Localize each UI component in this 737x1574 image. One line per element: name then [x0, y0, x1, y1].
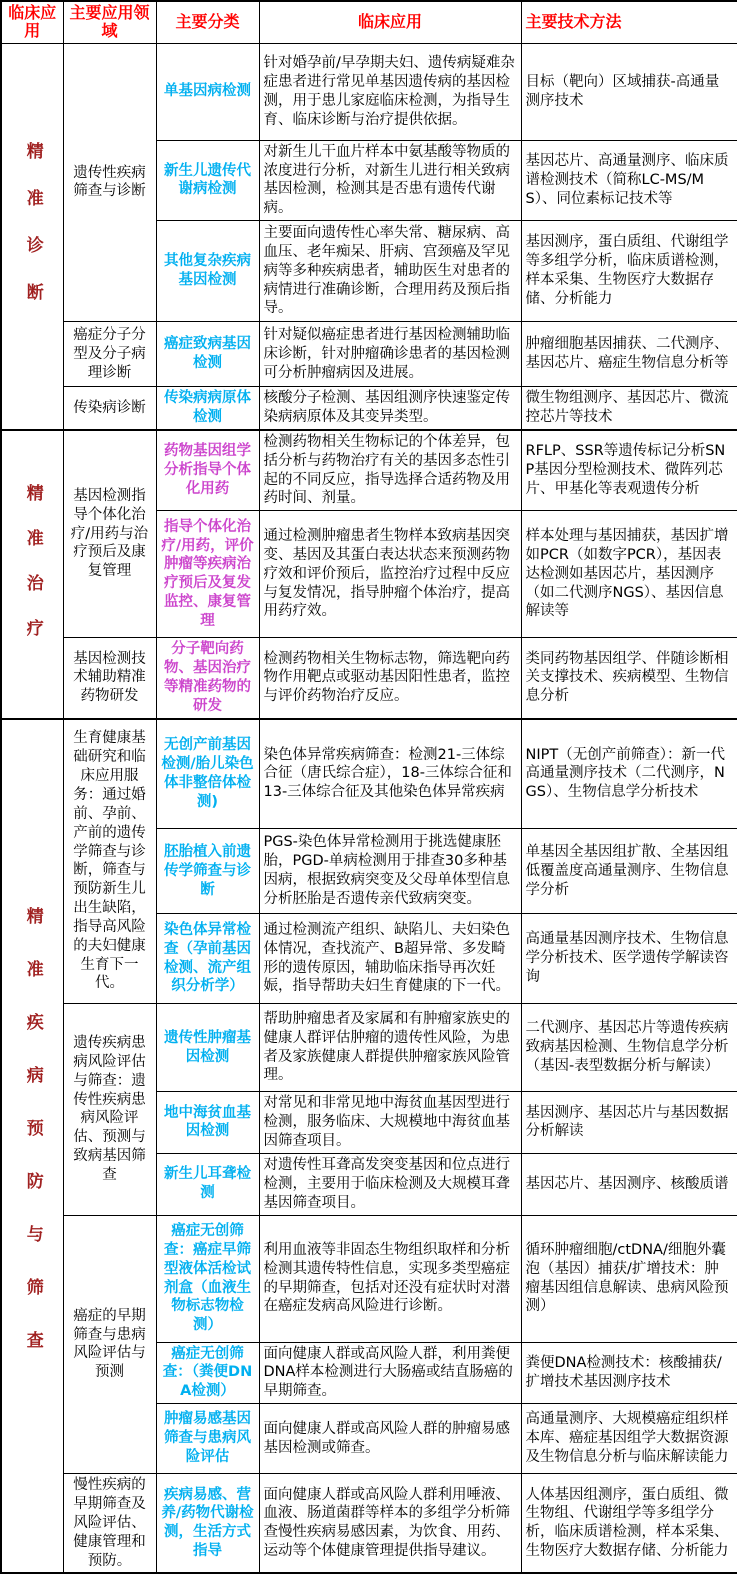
classification-cell: 肿瘤易感基因筛查与患病风险评估: [156, 1404, 259, 1474]
classification-cell: 胚胎植入前遗传学筛查与诊断: [156, 829, 259, 914]
technical-methods-cell: 基因芯片、高通量测序、临床质谱检测技术（简称LC-MS/MS）、同位素标记技术等: [521, 140, 737, 220]
technical-methods-cell: 类同药物基因组学、伴随诊断相关支撑技术、疾病模型、生物信息分析: [521, 638, 737, 719]
clinical-application-cell: 对新生儿干血片样本中氨基酸等物质的浓度进行分析，对新生儿进行相关致病基因检测，检测其是否患有遗传代谢病。: [259, 140, 521, 220]
classification-cell: 新生儿耳聋检测: [156, 1153, 259, 1215]
clinical-application-cell: 染色体异常疾病筛查：检测21-三体综合征（唐氏综合症），18-三体综合征和13-三体综合征及其他染色体异常疾病: [259, 719, 521, 829]
application-field-cell: 生育健康基础研究和临床应用服务：通过婚前、孕前、产前的遗传学筛查与诊断，筛查与预防新生儿出生缺陷，指导高风险的夫妇健康生育下一代。: [63, 719, 156, 1004]
header-clinical-application-group: 临床应用: [1, 1, 63, 43]
clinical-application-cell: PGS-染色体异常检测用于挑选健康胚胎，PGD-单病检测用于排查30多种基因病，根据致病突变及父母单体型信息分析胚胎是否遗传亲代致病突变。: [259, 829, 521, 914]
clinical-application-cell: 针对疑似癌症患者进行基因检测辅助临床诊断，针对肿瘤确诊患者的基因检测可分析肿瘤病因及进展。: [259, 322, 521, 387]
classification-cell: 药物基因组学分析指导个体化用药: [156, 430, 259, 511]
classification-cell: 地中海贫血基因检测: [156, 1092, 259, 1154]
classification-cell: 其他复杂疾病基因检测: [156, 221, 259, 322]
classification-cell: 遗传性肿瘤基因检测: [156, 1004, 259, 1092]
clinical-group-cell: [1, 430, 63, 719]
technical-methods-cell: 高通量基因测序技术、生物信息学分析技术、医学遗传学解读咨询: [521, 914, 737, 1004]
table-row: [1, 430, 737, 511]
application-field-cell: 慢性疾病的早期筛查及风险评估、健康管理和预防。: [63, 1474, 156, 1574]
clinical-application-cell: 面向健康人群或高风险人群利用唾液、血液、肠道菌群等样本的多组学分析筛查慢性疾病易感因素，为饮食、用药、运动等个体健康管理提供指导建议。: [259, 1474, 521, 1574]
table-row: [1, 719, 737, 829]
clinical-application-cell: 针对婚孕前/早孕期夫妇、遗传病疑难杂症患者进行常见单基因遗传病的基因检测，用于患儿家庭临床检测，为指导生育、临床诊断与治疗提供依据。: [259, 43, 521, 140]
technical-methods-cell: 基因测序、基因芯片与基因数据分析解读: [521, 1092, 737, 1154]
table-row: [1, 43, 737, 140]
clinical-group-cell: [1, 719, 63, 1574]
header-clinical-application: 临床应用: [259, 1, 521, 43]
clinical-group-label: 精准诊断: [22, 142, 43, 331]
technical-methods-cell: NIPT（无创产前筛查）：新一代高通量测序技术（二代测序，NGS）、生物信息学分析技术: [521, 719, 737, 829]
technical-methods-cell: 单基因全基因组扩散、全基因组低覆盖度高通量测序、生物信息学分析: [521, 829, 737, 914]
table-row: [1, 638, 737, 719]
classification-cell: 癌症无创筛查：癌症早筛型液体活检试剂盒（血液生物标志物检测）: [156, 1215, 259, 1342]
technical-methods-cell: 样本处理与基因捕获，基因扩增如PCR（如数字PCR），基因表达检测如基因芯片，基因测序（如二代测序NGS）、基因信息解读等: [521, 511, 737, 638]
clinical-application-cell: 核酸分子检测、基因组测序快速鉴定传染病病原体及其变异类型。: [259, 387, 521, 430]
classification-cell: 分子靶向药物、基因治疗等精准药物的研发: [156, 638, 259, 719]
application-field-cell: 癌症的早期筛查与患病风险评估与预测: [63, 1215, 156, 1474]
header-row: [1, 1, 737, 43]
clinical-application-cell: 检测药物相关生物标记的个体差异，包括分析与药物治疗有关的基因多态性引起的不同反应，指导选择合适药物及用药时间、剂量。: [259, 430, 521, 511]
classification-cell: 染色体异常检查（孕前基因检测、流产组织分析学）: [156, 914, 259, 1004]
table-row: [1, 322, 737, 387]
application-field-cell: 遗传疾病患病风险评估与筛查：遗传性疾病患病风险评估、预测与致病基因筛查: [63, 1004, 156, 1216]
header-technical-methods: 主要技术方法: [521, 1, 737, 43]
application-field-cell: 基因检测技术辅助精准药物研发: [63, 638, 156, 719]
clinical-group-label: 精准治疗: [22, 484, 43, 665]
classification-cell: 疾病易感、营养/药物代谢检测，生活方式指导: [156, 1474, 259, 1574]
classification-cell: 指导个体化治疗/用药，评价肿瘤等疾病治疗预后及复发监控、康复管理: [156, 511, 259, 638]
classification-cell: 癌症无创筛查：（粪便DNA检测）: [156, 1342, 259, 1404]
technical-methods-cell: 人体基因组测序，蛋白质组、微生物组、代谢组学等多组学分析，临床质谱检测，样本采集、生物医疗大数据存储、分析能力: [521, 1474, 737, 1574]
clinical-application-cell: 面向健康人群或高风险人群，利用粪便DNA样本检测进行大肠癌或结直肠癌的早期筛查。: [259, 1342, 521, 1404]
classification-cell: 癌症致病基因检测: [156, 322, 259, 387]
clinical-group-cell: [1, 43, 63, 430]
clinical-application-cell: 主要面向遗传性心率失常、糖尿病、高血压、老年痴呆、肝病、宫颈癌及罕见病等多种疾病患者，辅助医生对患者的病情进行准确诊断，合理用药及预后指导。: [259, 221, 521, 322]
clinical-application-cell: 利用血液等非固态生物组织取样和分析检测其遗传特性信息，实现多类型癌症的早期筛查，包括对还没有症状时对潜在癌症发病高风险进行诊断。: [259, 1215, 521, 1342]
classification-cell: 单基因病检测: [156, 43, 259, 140]
clinical-application-cell: 面向健康人群或高风险人群的肿瘤易感基因检测或筛查。: [259, 1404, 521, 1474]
technical-methods-cell: 基因测序，蛋白质组、代谢组学等多组学分析，临床质谱检测，样本采集、生物医疗大数据存储、分析能力: [521, 221, 737, 322]
clinical-group-label: 精准疾病预防与筛查: [22, 907, 43, 1385]
clinical-application-cell: 对遗传性耳聋高发突变基因和位点进行检测，主要用于临床检测及大规模耳聋基因筛查项目。: [259, 1153, 521, 1215]
application-field-cell: 基因检测指导个体化治疗/用药与治疗预后及康复管理: [63, 430, 156, 638]
technical-methods-cell: 微生物组测序、基因芯片、微流控芯片等技术: [521, 387, 737, 430]
technical-methods-cell: 目标（靶向）区域捕获-高通量测序技术: [521, 43, 737, 140]
table-row: [1, 387, 737, 430]
clinical-application-cell: 检测药物相关生物标志物，筛选靶向药物作用靶点或驱动基因阳性患者，监控与评价药物治疗反应。: [259, 638, 521, 719]
classification-cell: 无创产前基因检测/胎儿染色体非整倍体检测): [156, 719, 259, 829]
classification-cell: 新生儿遗传代谢病检测: [156, 140, 259, 220]
header-classification: 主要分类: [156, 1, 259, 43]
application-field-cell: 癌症分子分型及分子病理诊断: [63, 322, 156, 387]
table-row: [1, 1215, 737, 1342]
application-field-cell: 传染病诊断: [63, 387, 156, 430]
clinical-application-cell: 通过检测流产组织、缺陷儿、夫妇染色体情况，查找流产、B超异常、多发畸形的遗传原因，辅助临床指导再次妊娠，指导帮助夫妇生育健康的下一代。: [259, 914, 521, 1004]
technical-methods-cell: 二代测序、基因芯片等遗传疾病致病基因检测、生物信息学分析（基因-表型数据分析与解读）: [521, 1004, 737, 1092]
classification-cell: 传染病病原体检测: [156, 387, 259, 430]
header-application-field: 主要应用领域: [63, 1, 156, 43]
clinical-application-cell: 对常见和非常见地中海贫血基因型进行检测，服务临床、大规模地中海贫血基因筛查项目。: [259, 1092, 521, 1154]
technical-methods-cell: 循环肿瘤细胞/ctDNA/细胞外囊泡（基因）捕获/扩增技术：肿瘤基因组信息解读、患病风险预测）: [521, 1215, 737, 1342]
table-row: [1, 1474, 737, 1574]
technical-methods-cell: 粪便DNA检测技术：核酸捕获/扩增技术基因测序技术: [521, 1342, 737, 1404]
clinical-application-cell: 帮助肿瘤患者及家属和有肿瘤家族史的健康人群评估肿瘤的遗传性风险，为患者及家族健康人群提供肿瘤家族风险管理。: [259, 1004, 521, 1092]
table-row: [1, 1004, 737, 1092]
technical-methods-cell: 高通量测序、大规模癌症组织样本库、癌症基因组学大数据资源及生物信息分析与临床解读能力: [521, 1404, 737, 1474]
clinical-application-cell: 通过检测肿瘤患者生物样本致病基因突变、基因及其蛋白表达状态来预测药物疗效和评价预后，监控治疗过程中反应与复发情况，指导肿瘤个体治疗，提高用药疗效。: [259, 511, 521, 638]
application-field-cell: 遗传性疾病筛查与诊断: [63, 43, 156, 321]
technical-methods-cell: 肿瘤细胞基因捕获、二代测序、基因芯片、癌症生物信息分析等: [521, 322, 737, 387]
technical-methods-cell: RFLP、SSR等遗传标记分析SNP基因分型检测技术、微阵列芯片、甲基化等表观遗传分析: [521, 430, 737, 511]
technical-methods-cell: 基因芯片、基因测序、核酸质谱: [521, 1153, 737, 1215]
